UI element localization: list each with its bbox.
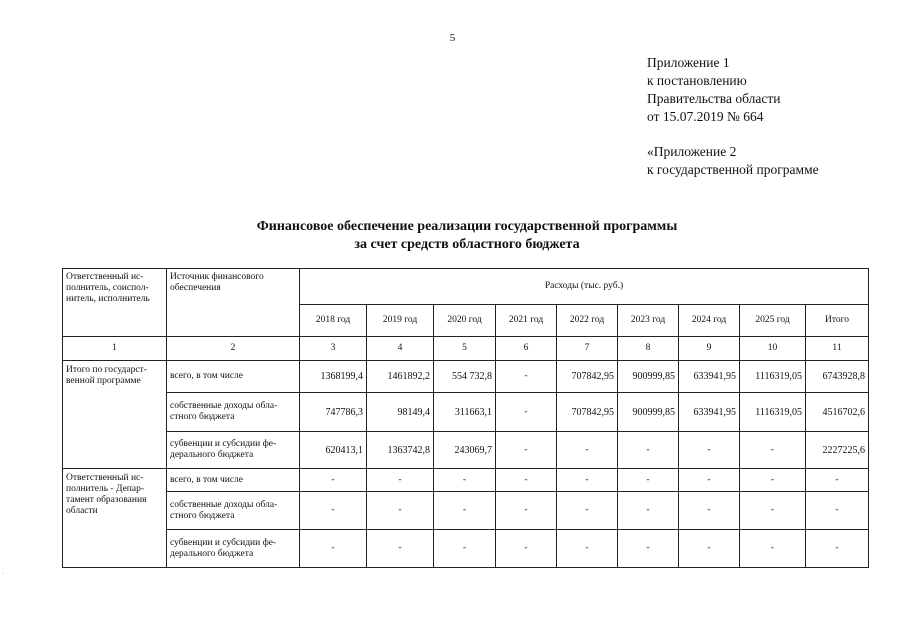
table-row (63, 393, 869, 432)
header-column-number: 6 (496, 337, 557, 361)
value-cell: - (679, 492, 740, 530)
value-cell: - (496, 393, 557, 432)
value-cell: 6743928,8 (806, 361, 869, 393)
value-cell: - (740, 530, 806, 568)
value-cell: - (806, 492, 869, 530)
header-source: Источник финансового обеспечения (167, 269, 300, 337)
appendix-line: «Приложение 2 (647, 144, 737, 159)
appendix-line: Правительства области (647, 91, 781, 106)
header-column-number: 11 (806, 337, 869, 361)
value-cell: 707842,95 (557, 393, 618, 432)
value-cell: 900999,85 (618, 361, 679, 393)
row-group-label: Ответственный ис- полнитель - Депар- тамент образования области (63, 469, 167, 568)
header-column-number: 2 (167, 337, 300, 361)
value-cell: - (496, 432, 557, 469)
page-number: 5 (449, 32, 456, 44)
source-cell: собственные доходы обла- стного бюджета (167, 492, 300, 530)
value-cell: - (618, 492, 679, 530)
header-responsible: Ответственный ис- полнитель, соиспол- нитель, исполнитель (63, 269, 167, 337)
value-cell: - (367, 492, 434, 530)
value-cell: 900999,85 (618, 393, 679, 432)
title-line: Финансовое обеспечение реализации государственной программы (256, 219, 678, 234)
value-cell: - (557, 469, 618, 492)
value-cell: - (367, 530, 434, 568)
value-cell: - (496, 530, 557, 568)
value-cell: - (557, 492, 618, 530)
row-group-label: Итого по государст- венной программе (63, 361, 167, 469)
header-year: 2022 год (557, 305, 618, 337)
header-column-number: 9 (679, 337, 740, 361)
header-column-number: 4 (367, 337, 434, 361)
value-cell: - (496, 469, 557, 492)
value-cell: - (740, 469, 806, 492)
value-cell: 707842,95 (557, 361, 618, 393)
header-year: 2019 год (367, 305, 434, 337)
table-row (63, 361, 869, 393)
value-cell: 620413,1 (300, 432, 367, 469)
value-cell: - (618, 469, 679, 492)
value-cell: - (300, 492, 367, 530)
financing-table (62, 268, 869, 568)
value-cell: - (618, 530, 679, 568)
value-cell: - (557, 432, 618, 469)
value-cell: - (740, 492, 806, 530)
value-cell: - (679, 469, 740, 492)
header-year: Итого (806, 305, 869, 337)
header-expenses: Расходы (тыс. руб.) (300, 269, 869, 305)
source-cell: собственные доходы обла- стного бюджета (167, 393, 300, 432)
value-cell: 311663,1 (434, 393, 496, 432)
value-cell: - (434, 469, 496, 492)
value-cell: 747786,3 (300, 393, 367, 432)
value-cell: - (618, 432, 679, 469)
document-title (62, 218, 872, 254)
table-row (63, 530, 869, 568)
value-cell: - (300, 530, 367, 568)
source-cell: субвенции и субсидии фе- дерального бюджета (167, 432, 300, 469)
header-column-number: 1 (63, 337, 167, 361)
value-cell: 98149,4 (367, 393, 434, 432)
margin-mark: . (2, 568, 4, 576)
appendix-block-2 (647, 143, 819, 179)
value-cell: 1363742,8 (367, 432, 434, 469)
header-year: 2020 год (434, 305, 496, 337)
header-column-number: 7 (557, 337, 618, 361)
value-cell: 1116319,05 (740, 393, 806, 432)
appendix-line: Приложение 1 (647, 55, 730, 70)
header-year: 2023 год (618, 305, 679, 337)
value-cell: 633941,95 (679, 393, 740, 432)
value-cell: 1461892,2 (367, 361, 434, 393)
value-cell: - (806, 469, 869, 492)
value-cell: 554 732,8 (434, 361, 496, 393)
value-cell: 1368199,4 (300, 361, 367, 393)
value-cell: - (300, 469, 367, 492)
value-cell: - (496, 361, 557, 393)
source-cell: субвенции и субсидии фе- дерального бюджета (167, 530, 300, 568)
appendix-line: от 15.07.2019 № 664 (647, 109, 764, 124)
header-column-number: 5 (434, 337, 496, 361)
header-year: 2021 год (496, 305, 557, 337)
value-cell: 243069,7 (434, 432, 496, 469)
header-column-number: 3 (300, 337, 367, 361)
appendix-line: к государственной программе (647, 162, 819, 177)
header-year: 2025 год (740, 305, 806, 337)
value-cell: - (557, 530, 618, 568)
value-cell: 633941,95 (679, 361, 740, 393)
header-year: 2018 год (300, 305, 367, 337)
value-cell: 1116319,05 (740, 361, 806, 393)
value-cell: - (679, 432, 740, 469)
value-cell: - (367, 469, 434, 492)
value-cell: - (496, 492, 557, 530)
appendix-line: к постановлению (647, 73, 747, 88)
value-cell: - (806, 530, 869, 568)
value-cell: - (434, 492, 496, 530)
appendix-block-1 (647, 54, 780, 126)
header-year: 2024 год (679, 305, 740, 337)
value-cell: 4516702,6 (806, 393, 869, 432)
value-cell: 2227225,6 (806, 432, 869, 469)
value-cell: - (679, 530, 740, 568)
table-row (63, 432, 869, 469)
header-column-number: 10 (740, 337, 806, 361)
value-cell: - (434, 530, 496, 568)
source-cell: всего, в том числе (167, 469, 300, 492)
table-row (63, 492, 869, 530)
value-cell: - (740, 432, 806, 469)
source-cell: всего, в том числе (167, 361, 300, 393)
header-column-number: 8 (618, 337, 679, 361)
table-row (63, 469, 869, 492)
title-line: за счет средств областного бюджета (354, 237, 580, 252)
